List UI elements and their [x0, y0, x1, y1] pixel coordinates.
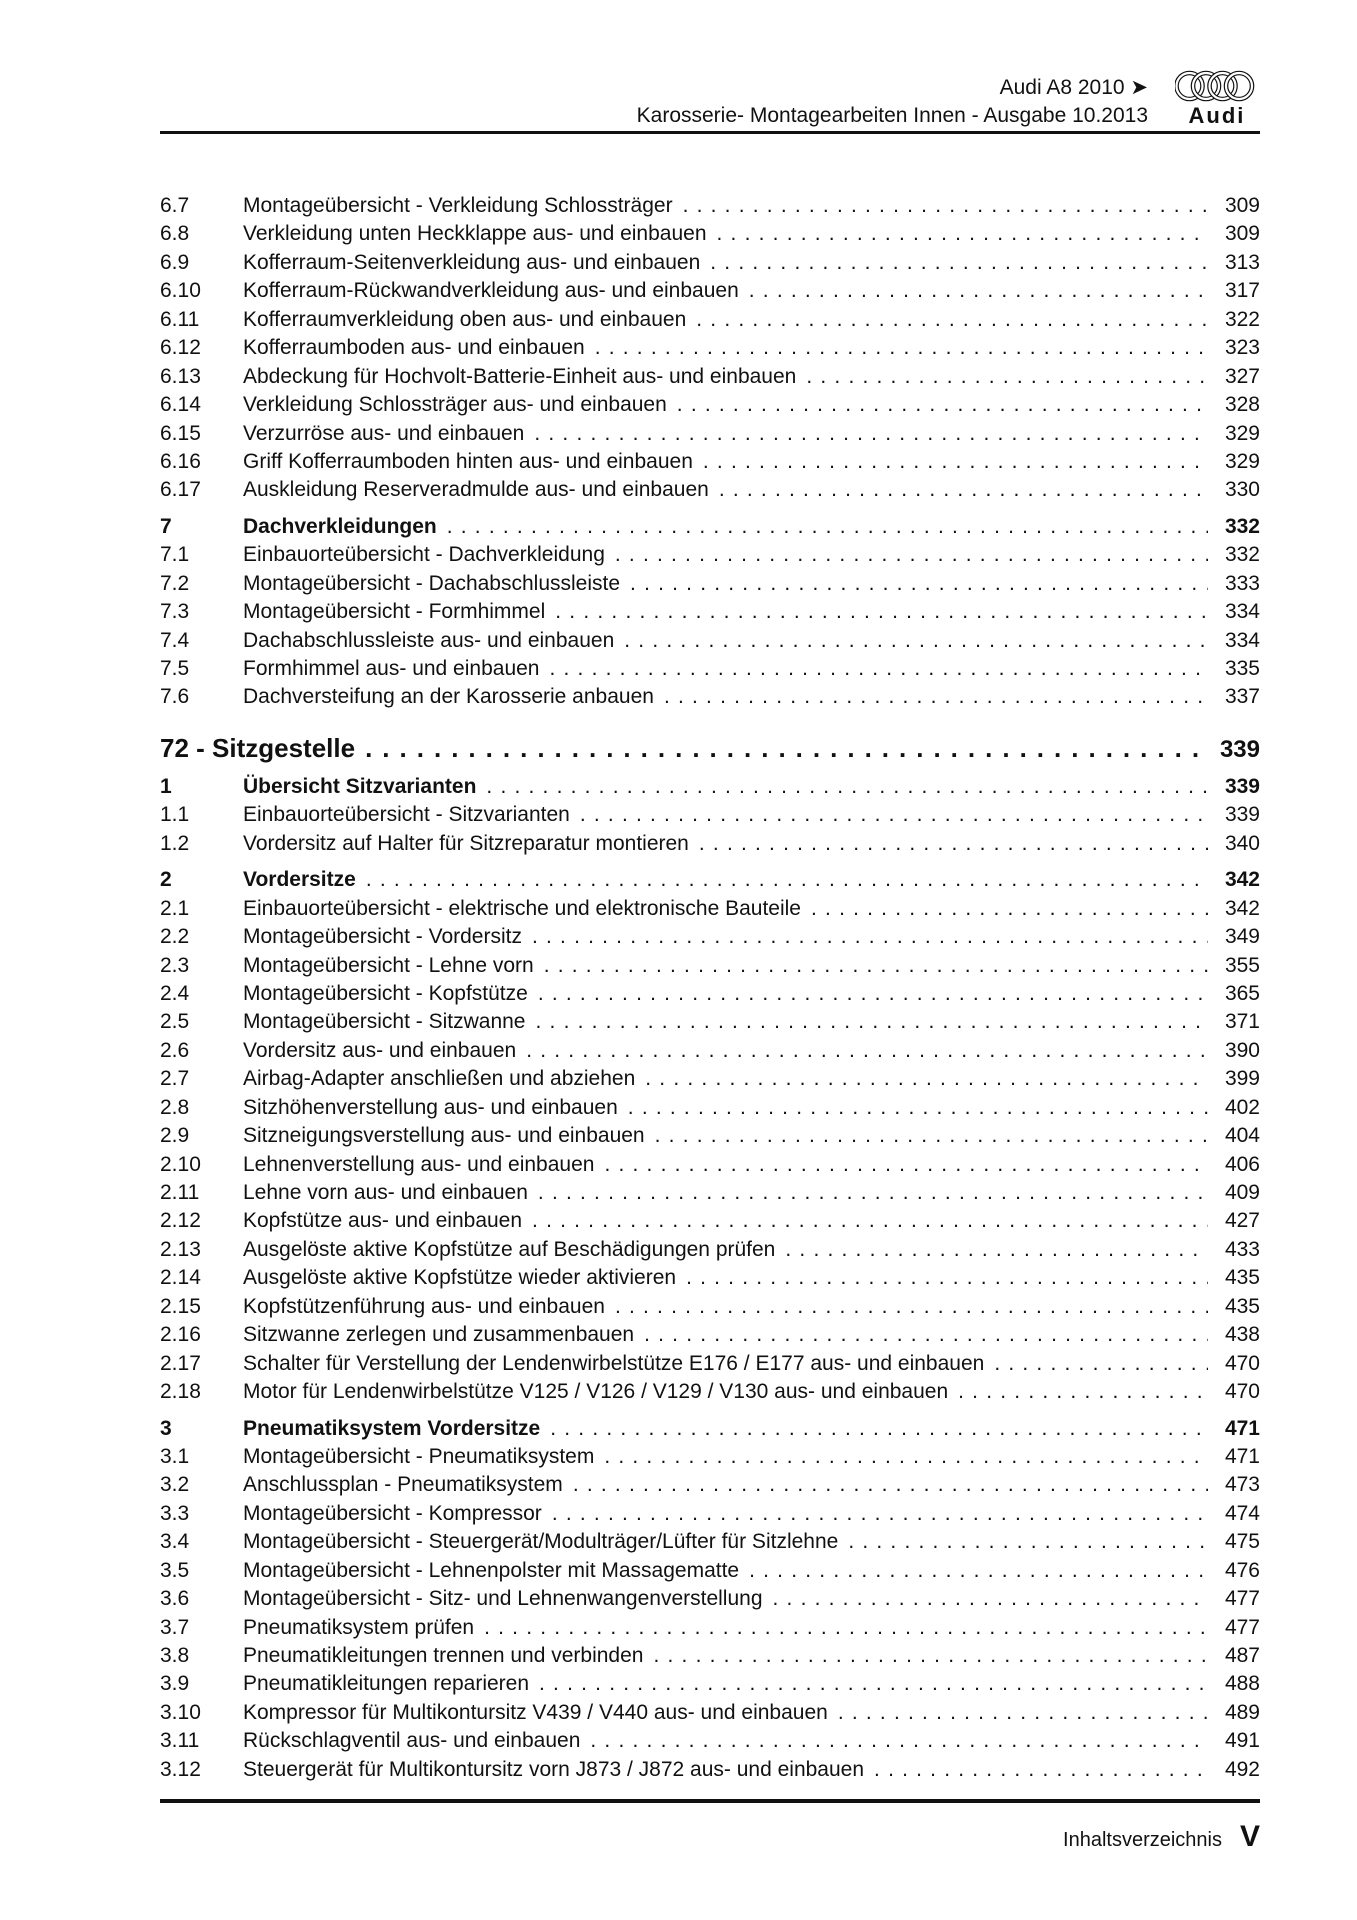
toc-row [160, 1415, 1260, 1443]
toc-entry-title: Übersicht Sitzvarianten [243, 774, 477, 798]
toc-row [160, 391, 1260, 419]
toc-entry-page: 340 [1224, 831, 1260, 855]
toc-entry-page: 334 [1224, 600, 1260, 624]
toc-row [160, 541, 1260, 569]
dot-leader [806, 363, 1208, 391]
dot-leader [785, 1236, 1208, 1264]
toc-entry-title: Vordersitz aus- und einbauen [243, 1038, 517, 1062]
footer-label: Inhaltsverzeichnis [1063, 1829, 1222, 1851]
toc-row [160, 1293, 1260, 1321]
dot-leader [595, 334, 1208, 362]
toc-entry-title: Kopfstützenführung aus- und einbauen [243, 1294, 605, 1318]
toc-entry-number: 2.11 [160, 1181, 200, 1204]
toc-entry-title: Montageübersicht - Vordersitz [243, 925, 522, 949]
toc-entry-page: 327 [1224, 364, 1260, 388]
toc-row [160, 1151, 1260, 1179]
page-header [160, 70, 1260, 130]
toc-entry-title: Sitzwanne zerlegen und zusammenbauen [243, 1323, 635, 1347]
dot-leader [749, 1557, 1208, 1585]
toc-entry-page: 339 [1224, 774, 1260, 798]
dot-leader [703, 448, 1208, 476]
toc-entry-number: 7.5 [160, 657, 190, 680]
toc-row [160, 801, 1260, 829]
toc-row [160, 866, 1260, 894]
dot-leader [717, 220, 1208, 248]
toc-row [160, 1699, 1260, 1727]
toc-entry-page: 335 [1224, 657, 1260, 680]
toc-entry-title: Lehnenverstellung aus- und einbauen [243, 1152, 595, 1176]
toc-entry-page: 329 [1224, 449, 1260, 473]
toc-entry-page: 477 [1224, 1615, 1260, 1639]
toc-row [160, 830, 1260, 858]
toc-row [160, 1557, 1260, 1585]
toc-row [160, 1207, 1260, 1235]
toc-entry-page: 355 [1224, 953, 1260, 977]
toc-entry-title: Montageübersicht - Steuergerät/Modulträger/Lüfter für Sitzlehne [243, 1530, 839, 1554]
toc-entry-page: 309 [1224, 194, 1260, 217]
toc-entry-number: 3.3 [160, 1501, 190, 1525]
dot-leader [538, 980, 1208, 1008]
dot-leader [573, 1471, 1208, 1499]
toc-entry-number: 1.2 [160, 831, 190, 855]
dot-leader [604, 1443, 1208, 1471]
toc-entry-page: 477 [1224, 1587, 1260, 1611]
toc-entry-page: 488 [1224, 1672, 1260, 1696]
toc-entry-title: Formhimmel aus- und einbauen [243, 657, 540, 680]
toc-entry-title: Pneumatiksystem Vordersitze [243, 1416, 541, 1440]
toc-entry-title: Montageübersicht - Formhimmel [243, 600, 546, 624]
toc-entry-number: 7.2 [160, 571, 190, 595]
toc-entry-title: Montageübersicht - Pneumatiksystem [243, 1444, 595, 1468]
toc-row [160, 1037, 1260, 1065]
toc-row [160, 277, 1260, 305]
toc-entry-page: 476 [1224, 1558, 1260, 1582]
footer-page-number: V [1239, 1820, 1260, 1853]
dot-leader [604, 1151, 1208, 1179]
toc-row [160, 1350, 1260, 1378]
toc-entry-number: 7 [160, 514, 172, 538]
dot-leader [655, 1122, 1208, 1150]
toc-entry-title: Ausgelöste aktive Kopfstütze auf Beschädigungen prüfen [243, 1237, 776, 1261]
dot-leader [549, 655, 1208, 683]
toc-entry-number: 2.17 [160, 1351, 201, 1375]
dot-leader [615, 541, 1208, 569]
toc-entry-page: 470 [1224, 1380, 1260, 1404]
toc-entry-number: 2.16 [160, 1323, 201, 1347]
dot-leader [552, 1500, 1208, 1528]
toc-entry-page: 313 [1224, 250, 1260, 274]
dot-leader [486, 773, 1208, 801]
toc-entry-number: 2.14 [160, 1266, 201, 1290]
toc-entry-number: 6.14 [160, 393, 201, 417]
toc-row [160, 683, 1260, 711]
toc-entry-title: 72 - Sitzgestelle [160, 732, 356, 763]
toc-entry-number: 3.4 [160, 1530, 190, 1554]
toc-row [160, 220, 1260, 248]
toc-entry-number: 1.1 [160, 803, 190, 827]
toc-entry-number: 3.10 [160, 1700, 201, 1724]
toc-entry-title: Verkleidung unten Heckklappe aus- und einbauen [243, 222, 707, 246]
toc-entry-title: Montageübersicht - Verkleidung Schlossträger [243, 194, 673, 217]
toc-row [160, 1236, 1260, 1264]
toc-row [160, 1471, 1260, 1499]
toc-entry-number: 2.3 [160, 953, 190, 977]
toc-entry-page: 438 [1224, 1323, 1260, 1347]
toc-row [160, 980, 1260, 1008]
toc-entry-page: 342 [1224, 896, 1260, 920]
toc-entry-title: Kopfstütze aus- und einbauen [243, 1209, 523, 1233]
dot-leader [710, 249, 1208, 277]
footer-rule [160, 1799, 1260, 1803]
toc-row [160, 1528, 1260, 1556]
toc-entry-number: 6.13 [160, 364, 201, 388]
toc-entry-title: Dachversteifung an der Karosserie anbauen [243, 685, 654, 709]
dot-leader [874, 1756, 1208, 1784]
toc-entry-title: Motor für Lendenwirbelstütze V125 / V126 / V129 / V130 aus- und einbauen [243, 1380, 949, 1404]
toc-entry-number: 6.17 [160, 478, 201, 502]
toc-entry-number: 6.8 [160, 222, 190, 246]
toc-entry-number: 3.6 [160, 1587, 190, 1611]
toc-entry-title: Montageübersicht - Dachabschlussleiste [243, 571, 621, 595]
toc-entry-page: 365 [1224, 981, 1260, 1005]
toc-entry-title: Pneumatiksystem prüfen [243, 1615, 475, 1639]
toc-entry-title: Lehne vorn aus- und einbauen [243, 1181, 528, 1204]
toc-entry-number: 3.5 [160, 1558, 190, 1582]
toc-row [160, 334, 1260, 362]
toc-entry-number: 2.2 [160, 925, 190, 949]
toc-entry-title: Anschlussplan - Pneumatiksystem [243, 1473, 563, 1497]
toc-row [160, 513, 1260, 541]
toc-entry-page: 475 [1224, 1530, 1260, 1554]
toc-row [160, 923, 1260, 951]
toc-entry-title: Vordersitze [243, 868, 356, 892]
toc-entry-page: 329 [1224, 421, 1260, 445]
toc-entry-title: Vordersitz auf Halter für Sitzreparatur montieren [243, 831, 689, 855]
toc-entry-title: Kofferraum-Seitenverkleidung aus- und einbauen [243, 250, 701, 274]
dot-leader [644, 1321, 1208, 1349]
dot-leader [544, 952, 1208, 980]
toc-row [160, 1264, 1260, 1292]
dot-leader [664, 683, 1208, 711]
toc-row [160, 1443, 1260, 1471]
toc-entry-number: 2.8 [160, 1095, 190, 1119]
toc-entry-page: 404 [1224, 1124, 1260, 1148]
toc-row [160, 655, 1260, 683]
toc-row [160, 249, 1260, 277]
toc-row [160, 1179, 1260, 1207]
toc-entry-number: 3.1 [160, 1444, 190, 1468]
toc-row [160, 420, 1260, 448]
toc-entry-page: 402 [1224, 1095, 1260, 1119]
toc-entry-title: Griff Kofferraumboden hinten aus- und einbauen [243, 449, 693, 473]
dot-leader [994, 1350, 1208, 1378]
toc-row [160, 1727, 1260, 1755]
toc-entry-page: 473 [1224, 1473, 1260, 1497]
toc-entry-number: 2.4 [160, 981, 190, 1005]
toc-entry-title: Montageübersicht - Lehne vorn [243, 953, 534, 977]
toc-entry-page: 309 [1224, 222, 1260, 246]
toc-entry-page: 474 [1224, 1501, 1260, 1525]
toc-entry-title: Dachverkleidungen [243, 514, 437, 538]
dot-leader [848, 1528, 1208, 1556]
toc-row [160, 476, 1260, 504]
toc-entry-number: 3.7 [160, 1615, 190, 1639]
toc-entry-page: 333 [1224, 571, 1260, 595]
toc-entry-page: 471 [1224, 1444, 1260, 1468]
header-title-line: Karosserie- Montagearbeiten Innen - Ausgabe 10.2013 [636, 104, 1148, 127]
dot-leader [624, 627, 1208, 655]
toc-entry-title: Montageübersicht - Kopfstütze [243, 981, 528, 1005]
dot-leader [534, 420, 1208, 448]
dot-leader [539, 1670, 1208, 1698]
toc-entry-page: 435 [1224, 1266, 1260, 1290]
toc-entry-number: 3.8 [160, 1644, 190, 1667]
toc-entry-title: Pneumatikleitungen reparieren [243, 1672, 530, 1696]
toc-entry-title: Steuergerät für Multikontursitz vorn J873 / J872 aus- und einbauen [243, 1757, 865, 1781]
toc-entry-title: Montageübersicht - Lehnenpolster mit Massagematte [243, 1558, 740, 1582]
dot-leader [550, 1415, 1208, 1443]
toc-entry-number: 3 [160, 1416, 172, 1440]
toc-entry-page: 471 [1224, 1416, 1260, 1440]
audi-logo [1174, 70, 1260, 129]
toc-row [160, 731, 1260, 765]
dot-leader [686, 1264, 1208, 1292]
toc-row [160, 773, 1260, 801]
toc-entry-title: Einbauorteübersicht - Sitzvarianten [243, 803, 570, 827]
toc-entry-title: Sitzhöhenverstellung aus- und einbauen [243, 1095, 618, 1119]
toc-entry-title: Verzurröse aus- und einbauen [243, 421, 525, 445]
toc-entry-number: 7.1 [160, 543, 190, 567]
toc-entry-number: 3.11 [160, 1729, 200, 1753]
toc-entry-title: Kompressor für Multikontursitz V439 / V440 aus- und einbauen [243, 1700, 828, 1724]
toc-entry-page: 334 [1224, 628, 1260, 652]
dot-leader [532, 923, 1208, 951]
toc-row [160, 1378, 1260, 1406]
toc-row [160, 363, 1260, 391]
dot-leader [615, 1293, 1208, 1321]
toc-entry-title: Montageübersicht - Sitz- und Lehnenwangenverstellung [243, 1587, 763, 1611]
page-footer [1063, 1820, 1260, 1854]
dot-leader [773, 1585, 1209, 1613]
header-model-line: Audi A8 2010 ➤ [999, 76, 1148, 99]
audi-wordmark: Audi [1188, 103, 1246, 128]
dot-leader [366, 866, 1208, 894]
dot-leader [838, 1699, 1208, 1727]
toc-entry-page: 328 [1224, 393, 1260, 417]
dot-leader [555, 598, 1208, 626]
dot-leader [645, 1065, 1208, 1093]
toc-entry-number: 6.11 [160, 307, 200, 331]
toc-entry-title: Ausgelöste aktive Kopfstütze wieder aktivieren [243, 1266, 677, 1290]
dot-leader [653, 1642, 1208, 1670]
toc-row [160, 1122, 1260, 1150]
header-text [637, 70, 1148, 130]
toc-entry-page: 492 [1224, 1757, 1260, 1781]
toc-row [160, 1614, 1260, 1642]
toc-entry-number: 6.9 [160, 250, 190, 274]
dot-leader [590, 1727, 1208, 1755]
toc-entry-page: 332 [1224, 543, 1260, 567]
toc-entry-page: 433 [1224, 1237, 1260, 1261]
toc-entry-number: 2.10 [160, 1152, 201, 1176]
toc-row [160, 1065, 1260, 1093]
toc-entry-number: 1 [160, 774, 172, 798]
toc-entry-page: 332 [1224, 514, 1260, 538]
toc-row [160, 1094, 1260, 1122]
header-rule [160, 131, 1260, 134]
toc-entry-number: 2.1 [160, 896, 190, 920]
toc-row [160, 598, 1260, 626]
toc-row [160, 1500, 1260, 1528]
toc-entry-number: 7.3 [160, 600, 190, 624]
toc-entry-number: 2.18 [160, 1380, 201, 1404]
toc-entry-number: 2.9 [160, 1124, 190, 1148]
toc-entry-number: 2.6 [160, 1038, 190, 1062]
toc-entry-title: Auskleidung Reserveradmulde aus- und einbauen [243, 478, 709, 502]
toc-row [160, 1321, 1260, 1349]
toc-entry-title: Dachabschlussleiste aus- und einbauen [243, 628, 615, 652]
dot-leader [447, 513, 1208, 541]
toc-entry-page: 317 [1224, 279, 1260, 303]
toc-entry-page: 470 [1224, 1351, 1260, 1375]
dot-leader [683, 192, 1208, 220]
toc-entry-page: 323 [1224, 336, 1260, 360]
toc-entry-page: 322 [1224, 307, 1260, 331]
toc-entry-number: 2.12 [160, 1209, 201, 1233]
toc-row [160, 570, 1260, 598]
toc-entry-number: 2 [160, 868, 172, 892]
toc-entry-page: 487 [1224, 1644, 1260, 1667]
toc-entry-title: Einbauorteübersicht - elektrische und elektronische Bauteile [243, 896, 801, 920]
toc-row [160, 192, 1260, 220]
toc-entry-number: 6.15 [160, 421, 201, 445]
dot-leader [526, 1037, 1208, 1065]
toc-entry-title: Pneumatikleitungen trennen und verbinden [243, 1644, 644, 1667]
toc-row [160, 1670, 1260, 1698]
toc-entry-page: 342 [1224, 868, 1260, 892]
toc-entry-number: 2.7 [160, 1067, 190, 1091]
dot-leader [628, 1094, 1208, 1122]
toc-entry-number: 6.16 [160, 449, 201, 473]
toc-entry-title: Sitzneigungsverstellung aus- und einbauen [243, 1124, 645, 1148]
toc-entry-page: 330 [1224, 478, 1260, 502]
toc-entry-page: 371 [1224, 1010, 1260, 1034]
toc-entry-page: 435 [1224, 1294, 1260, 1318]
toc-entry-page: 337 [1224, 685, 1260, 709]
dot-leader [696, 306, 1208, 334]
toc-entry-page: 339 [1219, 735, 1260, 763]
toc-entry-title: Montageübersicht - Sitzwanne [243, 1010, 526, 1034]
toc-row [160, 1756, 1260, 1784]
toc-row [160, 306, 1260, 334]
toc-entry-number: 2.5 [160, 1010, 190, 1034]
toc-entry-page: 491 [1224, 1729, 1260, 1753]
toc-entry-number: 7.6 [160, 685, 190, 709]
toc-entry-number: 6.7 [160, 194, 190, 217]
toc-entry-number: 3.12 [160, 1757, 201, 1781]
toc-entry-page: 427 [1224, 1209, 1260, 1233]
toc-entry-page: 489 [1224, 1700, 1260, 1724]
toc-entry-title: Kofferraum-Rückwandverkleidung aus- und einbauen [243, 279, 739, 303]
toc-entry-title: Einbauorteübersicht - Dachverkleidung [243, 543, 605, 567]
toc-entry-title: Abdeckung für Hochvolt-Batterie-Einheit aus- und einbauen [243, 364, 797, 388]
toc-entry-title: Kofferraumboden aus- und einbauen [243, 336, 585, 360]
dot-leader [677, 391, 1208, 419]
toc-row [160, 1642, 1260, 1670]
toc-entry-page: 349 [1224, 925, 1260, 949]
dot-leader [365, 731, 1208, 765]
dot-leader [538, 1179, 1208, 1207]
toc-row [160, 627, 1260, 655]
toc-entry-title: Verkleidung Schlossträger aus- und einbauen [243, 393, 667, 417]
toc-list [160, 192, 1260, 1784]
dot-leader [484, 1614, 1208, 1642]
dot-leader [536, 1008, 1209, 1036]
toc-row [160, 895, 1260, 923]
toc-row [160, 448, 1260, 476]
dot-leader [958, 1378, 1208, 1406]
toc-entry-number: 2.13 [160, 1237, 201, 1261]
toc-row [160, 1585, 1260, 1613]
dot-leader [532, 1207, 1208, 1235]
toc-entry-page: 399 [1224, 1067, 1260, 1091]
toc-entry-page: 339 [1224, 803, 1260, 827]
dot-leader [811, 895, 1208, 923]
dot-leader [749, 277, 1208, 305]
dot-leader [630, 570, 1208, 598]
toc-row [160, 952, 1260, 980]
toc-entry-title: Kofferraumverkleidung oben aus- und einbauen [243, 307, 687, 331]
toc-entry-title: Montageübersicht - Kompressor [243, 1501, 542, 1525]
toc-entry-page: 390 [1224, 1038, 1260, 1062]
toc-entry-number: 6.10 [160, 279, 201, 303]
toc-entry-title: Schalter für Verstellung der Lendenwirbelstütze E176 / E177 aus- und einbauen [243, 1351, 985, 1375]
toc-entry-number: 2.15 [160, 1294, 201, 1318]
toc-entry-title: Rückschlagventil aus- und einbauen [243, 1729, 581, 1753]
toc-entry-page: 409 [1224, 1181, 1260, 1204]
dot-leader [580, 801, 1208, 829]
toc-entry-number: 7.4 [160, 628, 190, 652]
toc-entry-number: 6.12 [160, 336, 201, 360]
dot-leader [699, 830, 1208, 858]
toc-entry-number: 3.2 [160, 1473, 190, 1497]
audi-rings-icon [1175, 70, 1259, 102]
dot-leader [719, 476, 1208, 504]
toc-entry-title: Airbag-Adapter anschließen und abziehen [243, 1067, 636, 1091]
toc-entry-page: 406 [1224, 1152, 1260, 1176]
toc-entry-number: 3.9 [160, 1672, 190, 1696]
toc-row [160, 1008, 1260, 1036]
